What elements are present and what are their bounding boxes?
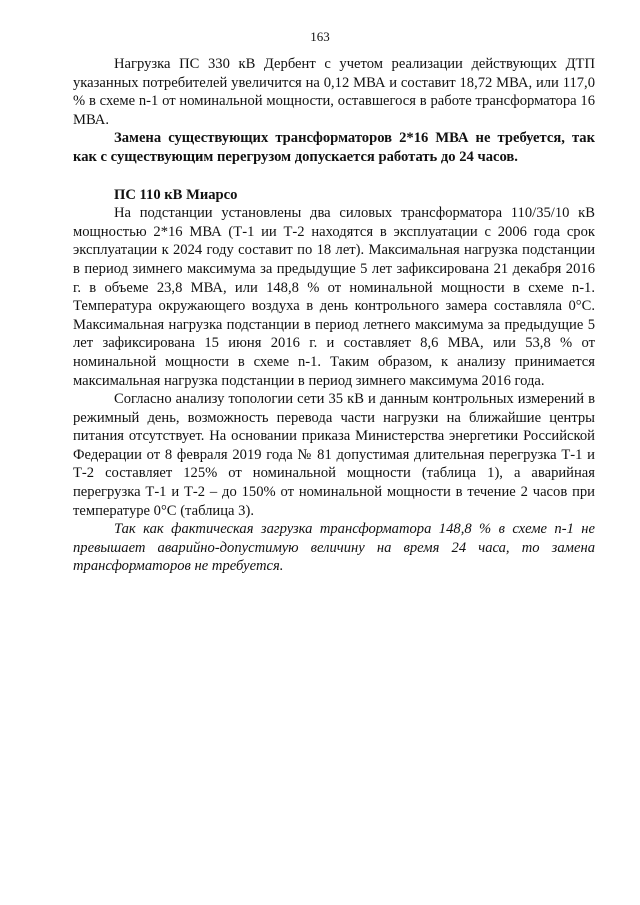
paragraph-miarso-conclusion: Так как фактическая загрузка трансформатора 148,8 % в схеме n-1 не превышает аварийно-допустимую величину на время 24 часа, то замена трансформаторов не требуется. [73, 521, 595, 575]
spacer [73, 167, 595, 186]
paragraph-derbent-conclusion: Замена существующих трансформаторов 2*16 МВА не требуется, так как с существующим перегрузом допускается работать до 24 часов. [73, 130, 595, 165]
paragraph-miarso-analysis: Согласно анализу топологии сети 35 кВ и данным контрольных измерений в режимный день, возможность перевода части нагрузки на ближайшие центры питания отсутствует. На основании приказа Министерства энергетики Российской Федерации от 8 февраля 2019 года № 81 допустимая длительная перегрузка Т-1 и Т-2 составляет 125% от номинальной мощности (таблица 1), а аварийная перегрузка Т-1 и Т-2 – до 150% от номинальной мощности в течение 2 часов при температуре 0°С (таблица 3). [73, 391, 595, 519]
section-heading-miarso: ПС 110 кВ Миарсо [114, 186, 238, 203]
page-number: 163 [310, 29, 330, 44]
paragraph-derbent-load: Нагрузка ПС 330 кВ Дербент с учетом реализации действующих ДТП указанных потребителей увеличится на 0,12 МВА и составит 18,72 МВА, или 117,0 % в схеме n-1 от номинальной мощности, оставшегося в работе трансформатора 16 МВА. [73, 56, 595, 128]
paragraph-miarso-description: На подстанции установлены два силовых трансформатора 110/35/10 кВ мощностью 2*16 МВА (Т-1 ии Т-2 находятся в эксплуатации с 2006 года срок эксплуатации к 2024 году составит по 18 лет). Максимальная нагрузка подстанции в период зимнего максимума за предыдущие 5 лет зафиксирована 21 декабря 2016 г. в объеме 23,8 МВА, или 148,8 % от номинальной мощности в схеме n-1. Температура окружающего воздуха в день контрольного замера составляла 0°С. Максимальная нагрузка подстанции в период летнего максимума за предыдущие 5 лет зафиксирована 15 июня 2016 г. и составляет 8,6 МВА, или 53,8 % от номинальной мощности в схеме n-1. Таким образом, к анализу принимается максимальная нагрузка подстанции в период зимнего максимума 2016 года. [73, 205, 595, 389]
document-body [73, 55, 595, 576]
